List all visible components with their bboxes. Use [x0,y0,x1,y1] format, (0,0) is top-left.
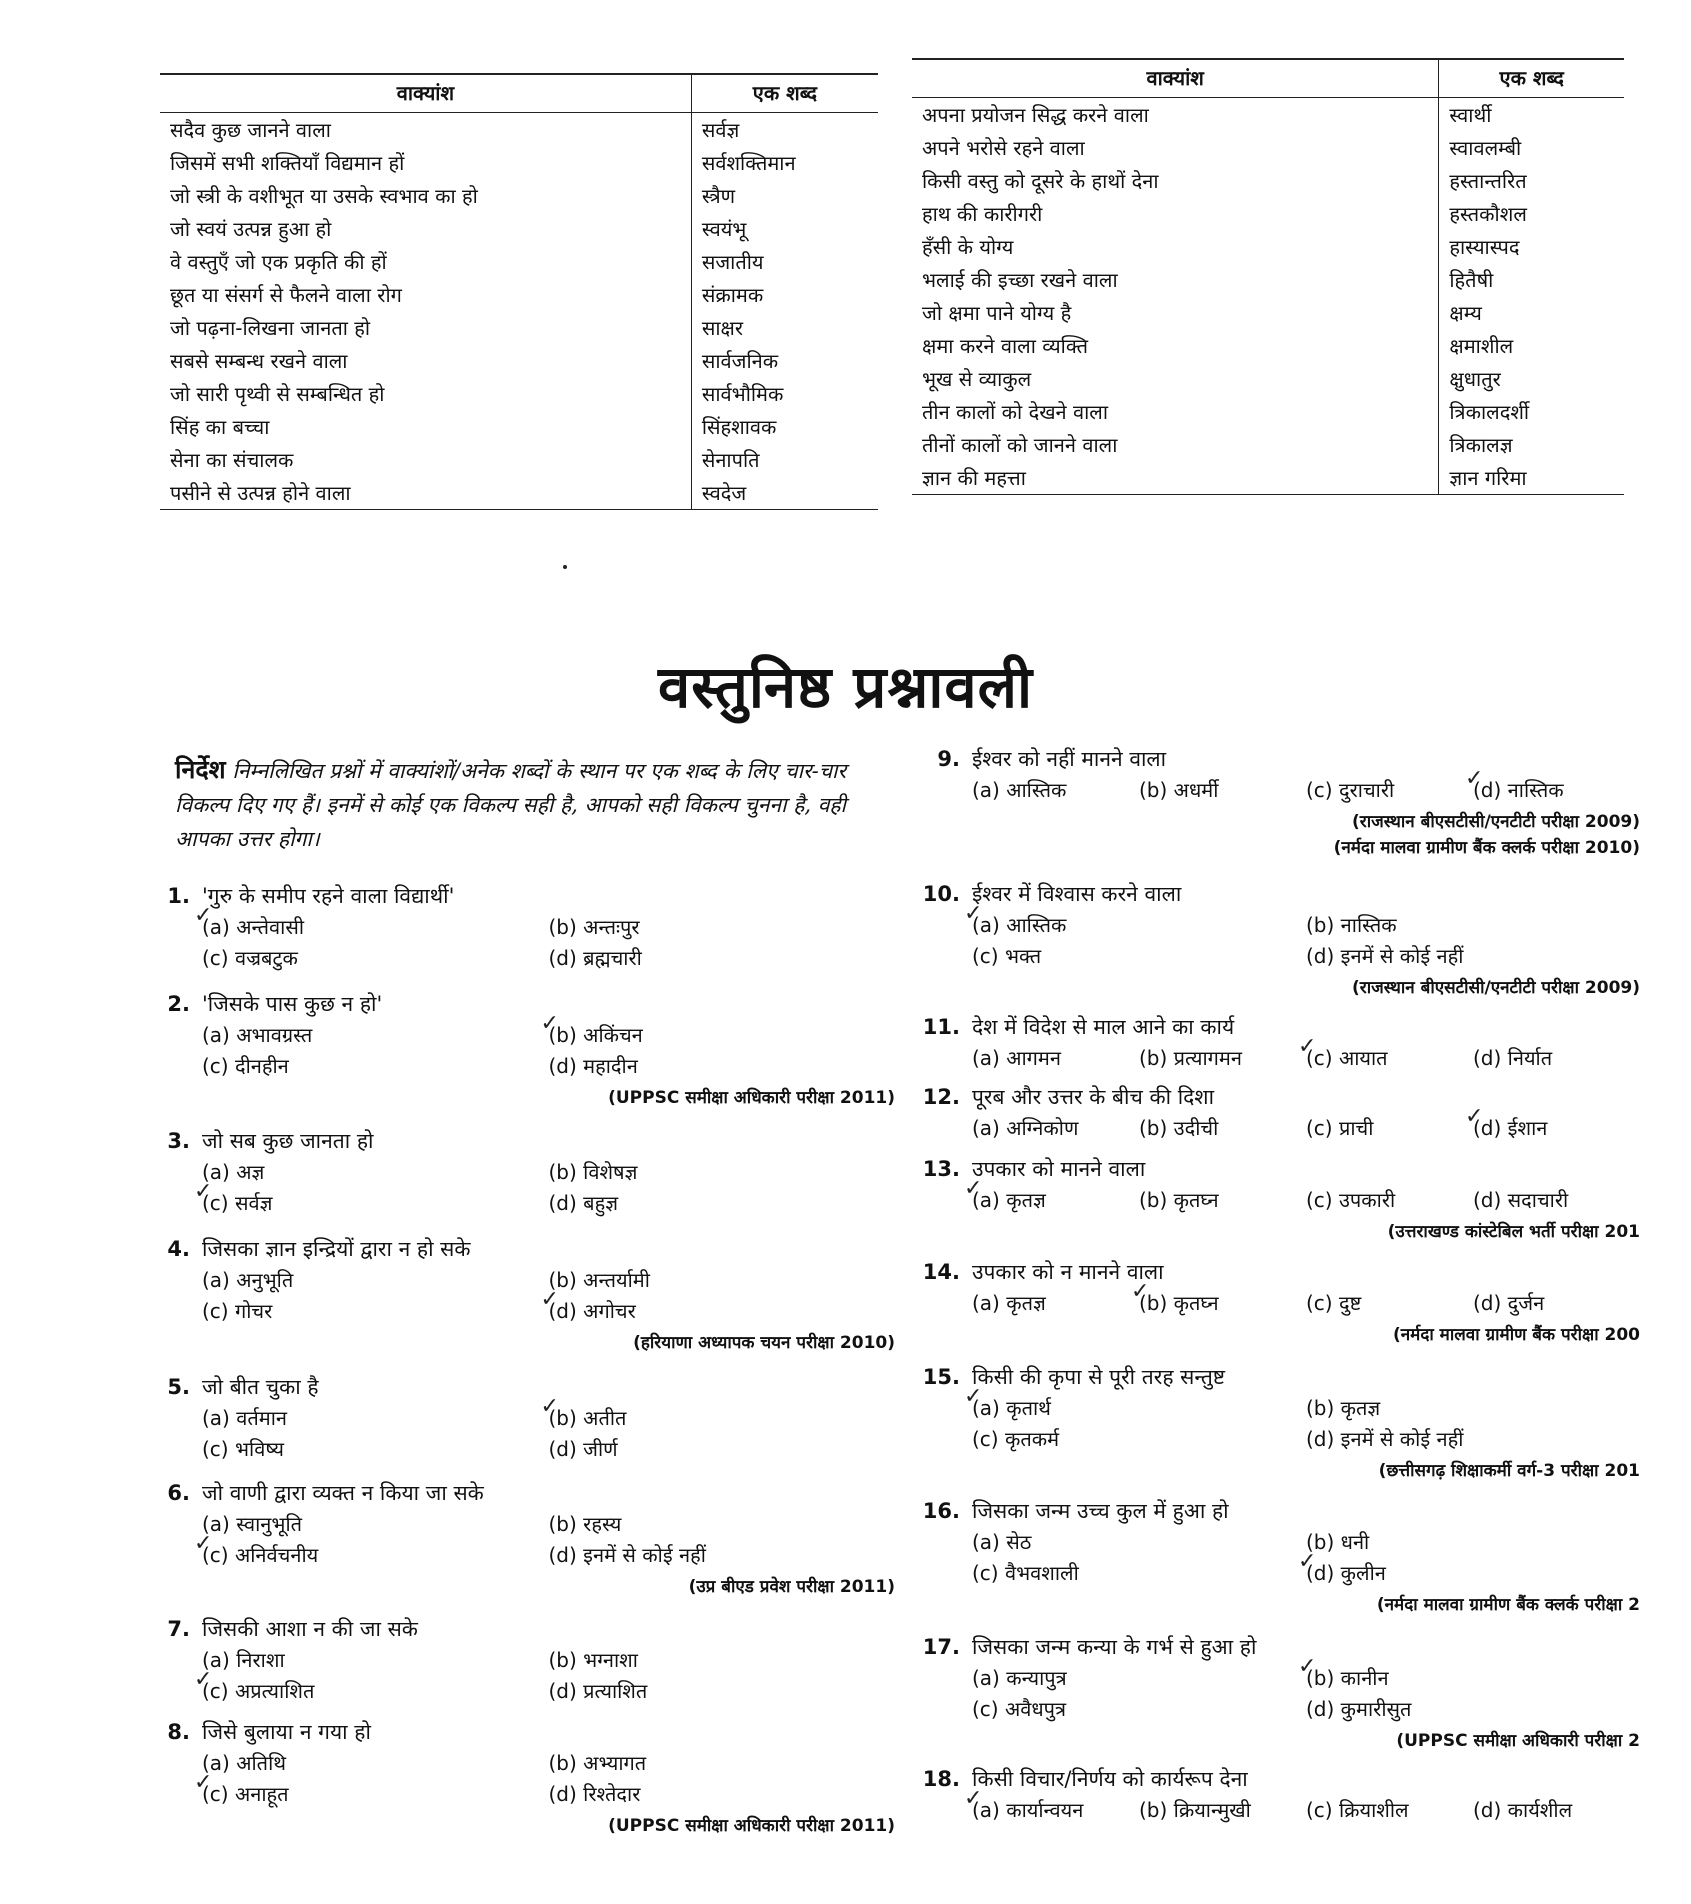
word-cell: हस्तान्तरित [1449,169,1527,193]
option-d[interactable]: (d) अगोचर ✓ [549,1297,896,1324]
question-text: जो बीत चुका है [202,1375,319,1399]
question-text: जिसकी आशा न की जा सके [202,1617,418,1641]
option-c[interactable]: (c) वज्रबटुक [202,946,298,970]
table-row [912,296,1624,329]
option-a[interactable]: (a) वर्तमान [202,1406,287,1430]
question-text: 'जिसके पास कुछ न हो' [202,992,383,1016]
question-number: 1. [167,884,190,908]
word-cell: सर्वज्ञ [701,118,740,142]
page-title: वस्तुनिष्ठ प्रश्नावली [657,653,1034,721]
table-row [160,212,878,245]
option-a[interactable]: (a) अज्ञ [202,1160,265,1184]
option-a[interactable]: (a) कृतार्थ ✓ [972,1394,1306,1421]
exam-source: (राजस्थान बीएसटीसी/एनटीटी परीक्षा 2009) [1351,812,1640,832]
option-b[interactable]: (b) धनी [1306,1530,1370,1554]
exam-source: (UPPSC समीक्षा अधिकारी परीक्षा 2 [1396,1731,1640,1751]
option-d[interactable]: (d) सदाचारी [1473,1188,1569,1212]
word-cell: हास्यास्पद [1449,235,1520,259]
word-cell: सजातीय [701,250,764,274]
option-d[interactable]: (d) नास्तिक ✓ [1473,776,1640,803]
directive-label: निर्देश [175,755,226,784]
option-a[interactable]: (a) निराशा [202,1648,285,1672]
question-number: 4. [167,1237,190,1261]
phrase-cell: ज्ञान की महत्ता [912,461,1439,495]
question-15 [920,1363,1640,1481]
question-number: 5. [167,1375,190,1399]
option-a[interactable]: (a) कार्यान्वयन ✓ [972,1796,1139,1823]
option-b[interactable]: (b) रहस्य [548,1512,622,1536]
option-b[interactable]: (b) अन्तर्यामी [548,1268,650,1292]
option-c[interactable]: (c) गोचर [202,1299,273,1323]
question-6 [150,1479,895,1597]
option-a[interactable]: (a) स्वानुभूति [202,1512,303,1536]
word-cell: सार्वभौमिक [701,382,784,406]
option-c[interactable]: (c) अनाहूत ✓ [202,1780,549,1807]
table-row [912,131,1624,164]
question-18 [920,1765,1640,1823]
table-row [160,113,878,147]
question-text: जिसका जन्म कन्या के गर्भ से हुआ हो [972,1635,1257,1659]
vocab-table-left [160,73,878,510]
exam-source: (UPPSC समीक्षा अधिकारी परीक्षा 2011) [608,1816,895,1836]
option-a[interactable]: (a) अतिथि [202,1751,287,1775]
phrase-cell: जो सारी पृथ्वी से सम्बन्धित हो [160,377,691,410]
option-a[interactable]: (a) कृतज्ञ ✓ [972,1186,1139,1213]
option-b[interactable]: (b) विशेषज्ञ [548,1160,638,1184]
option-b[interactable]: (b) अतीत ✓ [549,1404,896,1431]
word-cell: संक्रामक [701,283,764,307]
question-number: 6. [167,1481,190,1505]
question-2 [150,990,895,1108]
table-row [160,410,878,443]
phrase-cell: जिसमें सभी शक्तियाँ विद्यमान हों [160,146,691,179]
table-row [912,428,1624,461]
question-17 [920,1633,1640,1751]
question-number: 3. [167,1129,190,1153]
option-b[interactable]: (b) कृतज्ञ [1306,1396,1381,1420]
option-d[interactable]: (d) ईशान ✓ [1473,1114,1640,1141]
option-a[interactable]: (a) अनुभूति [202,1268,294,1292]
table-row [912,230,1624,263]
exam-source: (हरियाणा अध्यापक चयन परीक्षा 2010) [633,1333,895,1353]
word-cell: हस्तकौशल [1449,202,1527,226]
option-c[interactable]: (c) दुष्ट [1306,1291,1362,1315]
exam-source: (उत्तराखण्ड कांस्टेबिल भर्ती परीक्षा 201 [1387,1222,1640,1242]
option-b[interactable]: (b) प्रत्यागमन [1139,1046,1242,1070]
option-d[interactable]: (d) प्रत्याशित [548,1679,648,1703]
question-text: देश में विदेश से माल आने का कार्य [972,1015,1235,1039]
column-header-word: एक शब्द [1439,59,1624,98]
phrase-cell: छूत या संसर्ग से फैलने वाला रोग [160,278,691,311]
option-d[interactable]: (d) कार्यशील [1473,1798,1573,1822]
word-cell: स्वदेज [691,476,878,510]
option-d[interactable]: (d) इनमें से कोई नहीं [1306,944,1464,968]
phrase-cell: अपना प्रयोजन सिद्ध करने वाला [912,98,1439,132]
vocab-table-right [912,58,1624,495]
phrase-cell: जो पढ़ना-लिखना जानता हो [160,311,691,344]
question-number: 13. [922,1157,960,1181]
option-a[interactable]: (a) आस्तिक [972,778,1067,802]
exam-source: (राजस्थान बीएसटीसी/एनटीटी परीक्षा 2009) [1351,978,1640,998]
exam-source: (छत्तीसगढ़ शिक्षाकर्मी वर्ग-3 परीक्षा 201 [1378,1461,1640,1481]
question-14 [920,1258,1640,1345]
option-c[interactable]: (c) भक्त [972,944,1042,968]
column-header-word: एक शब्द [691,74,878,113]
option-a[interactable]: (a) कन्यापुत्र [972,1666,1067,1690]
phrase-cell: जो स्वयं उत्पन्न हुआ हो [160,212,691,245]
question-13 [920,1155,1640,1242]
question-number: 2. [167,992,190,1016]
option-b[interactable]: (b) अभ्यागत [548,1751,647,1775]
phrase-cell: सबसे सम्बन्ध रखने वाला [160,344,691,377]
option-d[interactable]: (d) कुलीन ✓ [1306,1559,1640,1586]
option-c[interactable]: (c) वैभवशाली [972,1561,1079,1585]
option-c[interactable]: (c) भविष्य [202,1437,285,1461]
phrase-cell: हाथ की कारीगरी [912,197,1439,230]
table-row [912,98,1624,132]
option-d[interactable]: (d) जीर्ण [548,1437,618,1461]
question-text: ईश्वर को नहीं मानने वाला [972,747,1167,771]
table-row [160,476,878,510]
word-cell: सेनापति [701,448,760,472]
phrase-cell: भलाई की इच्छा रखने वाला [912,263,1439,296]
phrase-cell: क्षमा करने वाला व्यक्ति [912,329,1439,362]
question-8 [150,1718,895,1836]
exam-source: (नर्मदा मालवा ग्रामीण बैंक क्लर्क परीक्षा 2010) [1333,838,1640,858]
phrase-cell: जो स्त्री के वशीभूत या उसके स्वभाव का हो [160,179,691,212]
option-b[interactable]: (b) नास्तिक [1306,913,1397,937]
word-cell: ज्ञान गरिमा [1439,461,1624,495]
question-text: जिसका ज्ञान इन्द्रियों द्वारा न हो सके [202,1237,471,1261]
question-text: जिसका जन्म उच्च कुल में हुआ हो [972,1499,1229,1523]
question-number: 9. [937,747,960,771]
option-b[interactable]: (b) कृतघ्न ✓ [1139,1289,1306,1316]
option-c[interactable]: (c) सर्वज्ञ ✓ [202,1189,549,1216]
word-cell: साक्षर [701,316,744,340]
exam-source: (नर्मदा मालवा ग्रामीण बैंक परीक्षा 200 [1392,1325,1640,1345]
option-d[interactable]: (d) रिश्तेदार [548,1782,641,1806]
word-cell: त्रिकालदर्शी [1449,400,1530,424]
table-row [912,164,1624,197]
option-b[interactable]: (b) कृतघ्न [1139,1188,1219,1212]
phrase-cell: तीन कालों को देखने वाला [912,395,1439,428]
word-cell: स्वावलम्बी [1449,136,1522,160]
question-text: 'गुरु के समीप रहने वाला विद्यार्थी' [202,884,455,908]
question-number: 15. [922,1365,960,1389]
option-c[interactable]: (c) दीनहीन [202,1054,289,1078]
phrase-cell: सिंह का बच्चा [160,410,691,443]
table-row [160,245,878,278]
option-c[interactable]: (c) अप्रत्याशित ✓ [202,1677,549,1704]
table-row [160,377,878,410]
question-text: पूरब और उत्तर के बीच की दिशा [972,1085,1215,1109]
option-d[interactable]: (d) कुमारीसुत [1306,1697,1412,1721]
column-header-phrase: वाक्यांश [912,59,1439,98]
question-number: 18. [922,1767,960,1791]
word-cell: क्षुधातुर [1449,367,1501,391]
word-cell: स्वयंभू [701,217,747,241]
option-c[interactable]: (c) कृतकर्म [972,1427,1060,1451]
question-9 [920,745,1640,858]
question-4 [150,1235,895,1353]
table-row [912,395,1624,428]
phrase-cell: सेना का संचालक [160,443,691,476]
word-cell: सर्वशक्तिमान [701,151,796,175]
option-d[interactable]: (d) इनमें से कोई नहीं [548,1543,706,1567]
table-row [160,443,878,476]
question-number: 16. [922,1499,960,1523]
question-text: जो सब कुछ जानता हो [202,1129,374,1153]
question-10 [920,880,1640,998]
phrase-cell: हँसी के योग्य [912,230,1439,263]
option-b[interactable]: (b) अन्तःपुर [548,915,640,939]
option-a[interactable]: (a) आगमन [972,1046,1061,1070]
word-cell: हितैषी [1449,268,1494,292]
option-d[interactable]: (d) ब्रह्मचारी [548,946,642,970]
question-12 [920,1083,1640,1141]
question-text: ईश्वर में विश्वास करने वाला [972,882,1182,906]
question-7 [150,1615,895,1704]
option-d[interactable]: (d) महादीन [548,1054,638,1078]
phrase-cell: सदैव कुछ जानने वाला [160,113,691,147]
question-number: 10. [922,882,960,906]
stray-dot [563,565,567,569]
directive-paragraph [175,753,895,856]
question-number: 17. [922,1635,960,1659]
exam-source: (नर्मदा मालवा ग्रामीण बैंक क्लर्क परीक्षा 2 [1376,1595,1640,1615]
question-text: उपकार को न मानने वाला [972,1260,1164,1284]
question-text: जिसे बुलाया न गया हो [202,1720,371,1744]
table-row [160,179,878,212]
question-1 [150,882,895,971]
option-c[interactable]: (c) अवैधपुत्र [972,1697,1067,1721]
table-row [160,146,878,179]
word-cell: क्षमाशील [1449,334,1514,358]
option-a[interactable]: (a) अन्तेवासी ✓ [202,913,549,940]
option-c[interactable]: (c) प्राची [1306,1116,1374,1140]
option-b[interactable]: (b) भग्नाशा [548,1648,638,1672]
phrase-cell: जो क्षमा पाने योग्य है [912,296,1439,329]
exam-source: (उप्र बीएड प्रवेश परीक्षा 2011) [688,1577,895,1597]
option-d[interactable]: (d) निर्यात [1473,1046,1553,1070]
option-a[interactable]: (a) कृतज्ञ [972,1291,1046,1315]
question-5 [150,1373,895,1462]
option-c[interactable]: (c) आयात ✓ [1306,1044,1473,1071]
question-11 [920,1013,1640,1071]
option-c[interactable]: (c) दुराचारी [1306,778,1395,802]
word-cell: क्षम्य [1449,301,1482,325]
word-cell: सिंहशावक [701,415,777,439]
question-number: 7. [167,1617,190,1641]
column-header-phrase: वाक्यांश [160,74,691,113]
word-cell: सार्वजनिक [701,349,779,373]
table-row [912,461,1624,495]
table-row [160,344,878,377]
question-text: किसी विचार/निर्णय को कार्यरूप देना [972,1767,1248,1791]
question-number: 8. [167,1720,190,1744]
table-row [160,278,878,311]
option-d[interactable]: (d) बहुज्ञ [548,1191,619,1215]
table-row [912,329,1624,362]
option-c[interactable]: (c) अनिर्वचनीय ✓ [202,1541,549,1568]
word-cell: स्त्रैण [701,184,736,208]
phrase-cell: पसीने से उत्पन्न होने वाला [160,476,691,510]
option-b[interactable]: (b) अधर्मी [1139,778,1219,802]
question-number: 12. [922,1085,960,1109]
word-cell: स्वार्थी [1449,103,1492,127]
option-c[interactable]: (c) क्रियाशील [1306,1798,1409,1822]
option-a[interactable]: (a) सेठ [972,1530,1032,1554]
table-row [912,362,1624,395]
word-cell: त्रिकालज्ञ [1449,433,1513,457]
option-b[interactable]: (b) उदीची [1139,1116,1219,1140]
phrase-cell: तीनों कालों को जानने वाला [912,428,1439,461]
phrase-cell: किसी वस्तु को दूसरे के हाथों देना [912,164,1439,197]
option-b[interactable]: (b) कानीन ✓ [1306,1664,1640,1691]
question-16 [920,1497,1640,1615]
table-row [160,311,878,344]
option-d[interactable]: (d) इनमें से कोई नहीं [1306,1427,1464,1451]
table-row [912,263,1624,296]
question-text: जो वाणी द्वारा व्यक्त न किया जा सके [202,1481,484,1505]
option-d[interactable]: (d) दुर्जन [1473,1291,1545,1315]
directive-text: निम्नलिखित प्रश्नों में वाक्यांशों/अनेक शब्दों के स्थान पर एक शब्द के लिए चार-चार विकल्प दिए गए हैं। इनमें से कोई एक विकल्प सही है, आपको सही विकल्प चुनना है, वही आपका उत्तर होगा। [175,759,847,851]
option-a[interactable]: (a) आस्तिक ✓ [972,911,1306,938]
exam-source: (UPPSC समीक्षा अधिकारी परीक्षा 2011) [608,1088,895,1108]
option-a[interactable]: (a) अग्निकोण [972,1116,1079,1140]
question-text: किसी की कृपा से पूरी तरह सन्तुष्ट [972,1365,1226,1389]
question-number: 11. [922,1015,960,1039]
phrase-cell: वे वस्तुएँ जो एक प्रकृति की हों [160,245,691,278]
option-b[interactable]: (b) अकिंचन ✓ [549,1021,896,1048]
option-a[interactable]: (a) अभावग्रस्त [202,1023,313,1047]
question-text: उपकार को मानने वाला [972,1157,1146,1181]
question-3 [150,1127,895,1216]
question-number: 14. [922,1260,960,1284]
phrase-cell: भूख से व्याकुल [912,362,1439,395]
phrase-cell: अपने भरोसे रहने वाला [912,131,1439,164]
option-b[interactable]: (b) क्रियान्मुखी [1139,1798,1251,1822]
table-row [912,197,1624,230]
option-c[interactable]: (c) उपकारी [1306,1188,1396,1212]
